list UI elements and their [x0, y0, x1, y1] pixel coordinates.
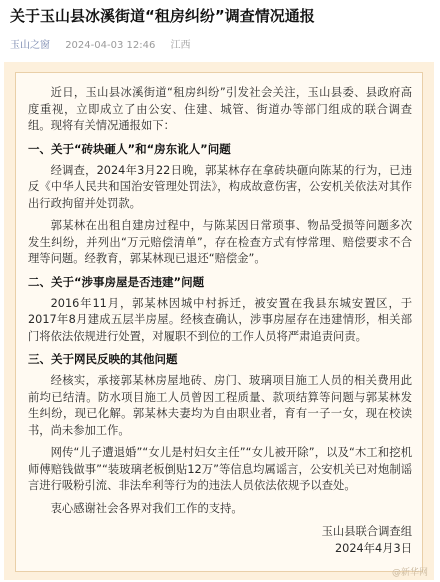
section-heading: 一、关于“砖块砸人”和“房东讹人”问题: [28, 141, 231, 156]
notice-body: [15, 72, 423, 572]
intro-paragraph: 近日，玉山县冰溪街道“租房纠纷”引发社会关注，玉山县委、县政府高度重视，立即成立了由公安、住建、城管、街道办等部门组成的联合调查组。现将有关情况通报如下：: [28, 86, 412, 132]
publish-datetime: 2024-04-03 12:46: [65, 40, 156, 51]
notice-image: [4, 62, 434, 580]
section-paragraph: 经核实，承接郭某林房屋地砖、房门、玻璃项目施工人员的相关费用此前均已结清。防水项目施工人员曾因工程质量、款项结算等问题与郭某林发生纠纷，现已化解。郭某林夫妻均为自由职业者，育有一子一女，现在校读书，尚未参加工作。: [28, 374, 412, 437]
publish-location: 江西: [170, 40, 191, 51]
article-title: 关于玉山县冰溪街道“租房纠纷”调查情况通报: [10, 7, 315, 25]
signature: 玉山县联合调查组: [321, 525, 412, 538]
section-heading: 三、关于网民反映的其他问题: [28, 352, 178, 366]
closing-paragraph: 衷心感谢社会各界对我们工作的支持。: [50, 501, 243, 515]
section-paragraph: 郭某林在出租自建房过程中，与陈某因日常琐事、物品受损等问题多次发生纠纷，并列出“万元赔偿清单”，存在检查方式有悖常理、赔偿要求不合理等问题。经教育，郭某林现已退还“赔偿金”。: [28, 219, 412, 265]
signature-date: 2024年4月3日: [334, 542, 412, 555]
watermark: @新华网: [391, 568, 428, 578]
source-link[interactable]: 玉山之窗: [10, 40, 50, 51]
section-paragraph: 网传“儿子遭退婚”“女儿是村妇女主任”“女儿被开除”，以及“木工和挖机师傅赔钱做事”“装玻璃老板倒贴12万”等信息均属谣言，公安机关已对炮制谣言进行吸粉引流、非法牟利等行为的违法人员依法依规予以查处。: [28, 446, 412, 492]
section-paragraph: 2016年11月，郭某林因城中村拆迁，被安置在我县东城安置区，于2017年8月建成五层半房屋。经核查确认，涉事房屋存在违建情形，相关部门将依法依规进行处置，对履职不到位的工作人员将严肃追责问责。: [28, 296, 412, 343]
article-meta: [10, 36, 203, 51]
section-heading: 二、关于“涉事房屋是否违建”问题: [28, 274, 205, 289]
section-paragraph: 经调查，2024年3月22日晚，郭某林存在拿砖块砸向陈某的行为，已违反《中华人民共和国治安管理处罚法》，构成故意伤害，公安机关依法对其作出行政拘留并处罚款。: [28, 163, 412, 210]
